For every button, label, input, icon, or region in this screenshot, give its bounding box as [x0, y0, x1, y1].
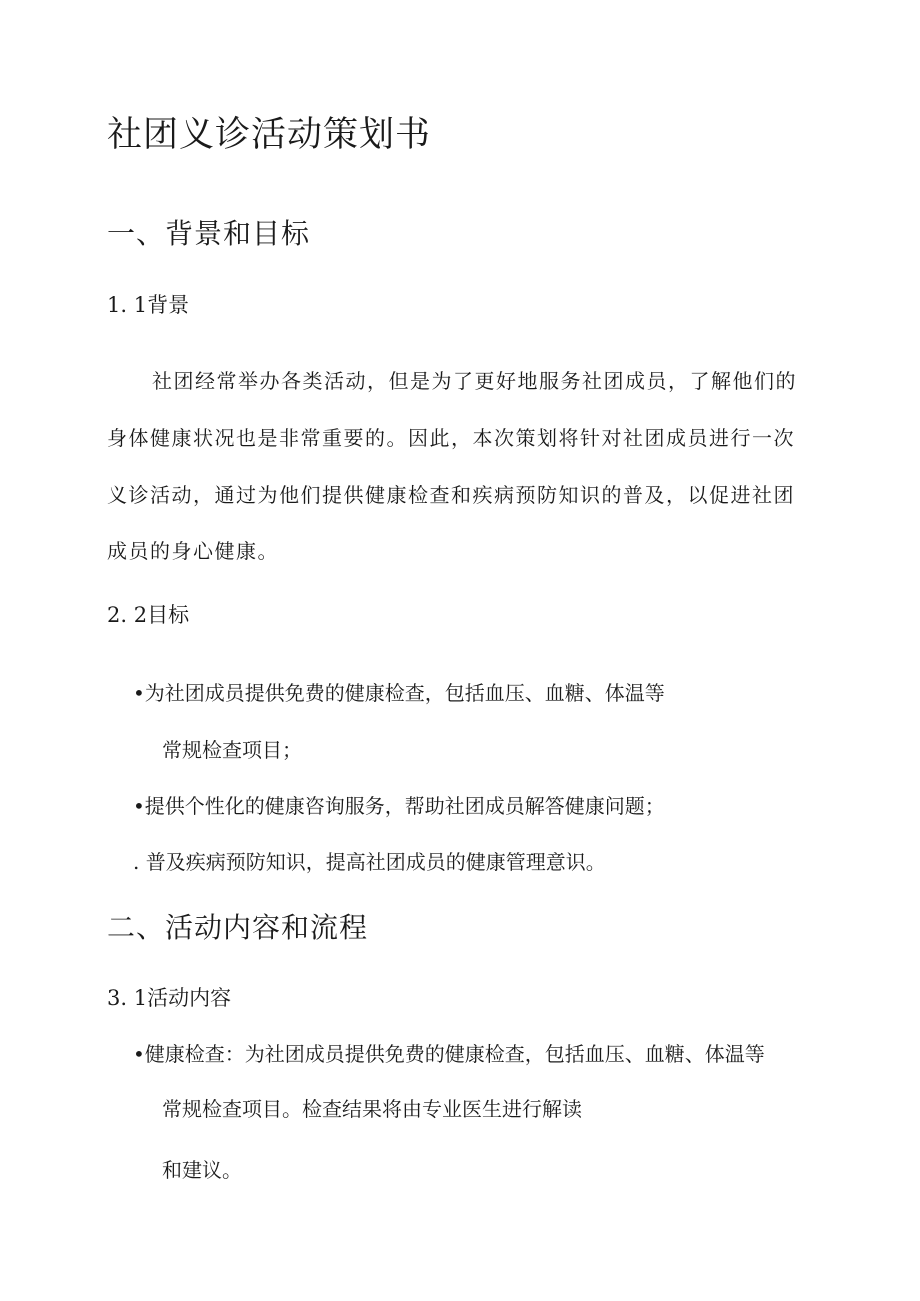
section-heading-background-goals: 一、背景和目标	[107, 217, 311, 250]
bullet-item-continuation: 常规检查项目；	[162, 738, 302, 762]
paragraph-line: 身体健康状况也是非常重要的。因此，本次策划将针对社团成员进行一次	[107, 426, 795, 450]
section-heading-content-process: 二、活动内容和流程	[107, 911, 369, 944]
subsection-heading-activity-content: 3. 1活动内容	[107, 986, 232, 1010]
bullet-item-continuation: 常规检查项目。检查结果将由专业医生进行解读	[162, 1097, 582, 1121]
bullet-item: •健康检查：为社团成员提供免费的健康检查，包括血压、血糖、体温等	[133, 1042, 765, 1066]
bullet-item: •提供个性化的健康咨询服务，帮助社团成员解答健康问题；	[133, 794, 665, 818]
subsection-heading-goals: 2. 2目标	[107, 603, 190, 627]
subsection-heading-background: 1. 1背景	[107, 293, 190, 317]
paragraph-line: 社团经常举办各类活动，但是为了更好地服务社团成员，了解他们的	[152, 369, 797, 393]
paragraph-line: 成员的身心健康。	[107, 539, 279, 563]
bullet-item: •为社团成员提供免费的健康检查，包括血压、血糖、体温等	[133, 681, 665, 705]
bullet-item: . 普及疾病预防知识，提高社团成员的健康管理意识。	[133, 850, 606, 874]
document-title: 社团义诊活动策划书	[107, 115, 432, 155]
bullet-item-continuation: 和建议。	[162, 1158, 242, 1182]
paragraph-line: 义诊活动，通过为他们提供健康检查和疾病预防知识的普及，以促进社团	[107, 483, 795, 507]
